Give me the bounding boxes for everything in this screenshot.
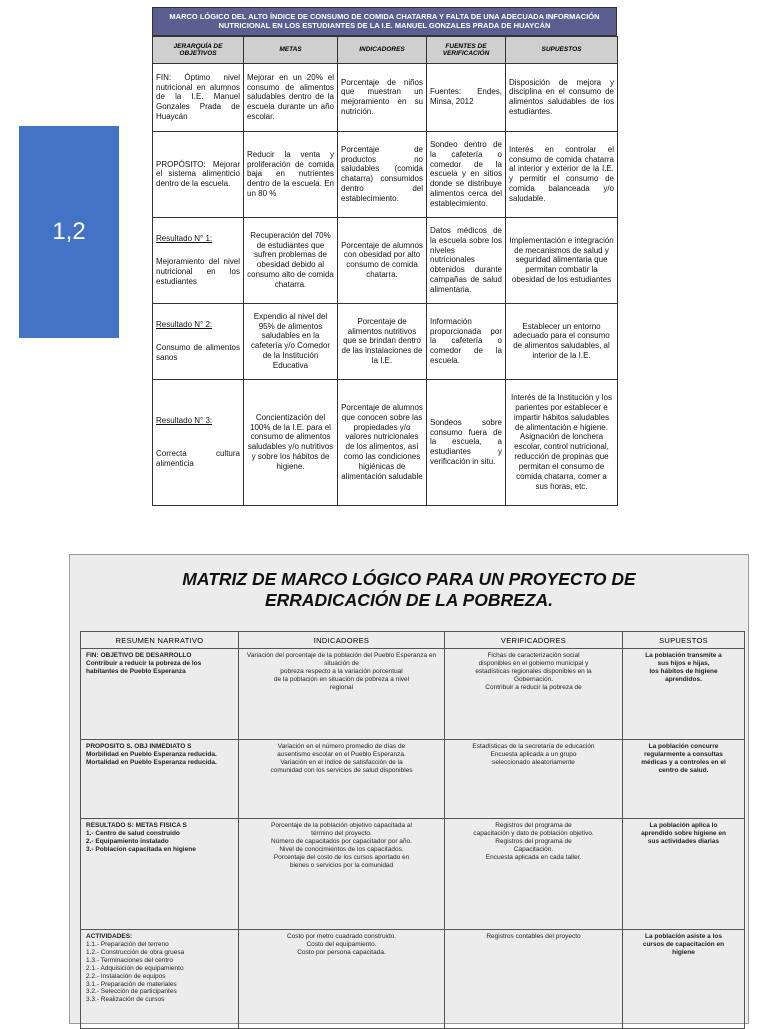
table1-header-jerarquia: JERARQUÍA DE OBJETIVOS xyxy=(153,36,244,63)
cell-text-line: Registros contables del proyecto xyxy=(486,933,581,940)
table1-header-row xyxy=(153,36,618,63)
cell-text-line: Nivel de conocimientos de los capacitados. xyxy=(279,845,404,853)
table2-header-resumen: RESUMEN NARRATIVO xyxy=(81,632,239,649)
cell-text-line: término del proyecto. xyxy=(311,829,372,837)
cell-text-line: PROPOSITO S. OBJ INMEDIATO S xyxy=(86,743,192,750)
table2-cell-indicadores xyxy=(239,930,445,1029)
table2-cell-verificadores xyxy=(445,819,623,930)
cell-text-line: 3.1.- Preparación de materiales xyxy=(86,980,177,988)
table2-header-row xyxy=(81,632,745,649)
cell-text-line: Variación en el número promedio de días de xyxy=(277,743,406,750)
cell-text-line: FIN: OBJETIVO DE DESARROLLO xyxy=(86,652,192,659)
cell-text-line: cursos de capacitación en xyxy=(642,940,725,948)
table1-result-text: Correcta cultura alimenticia xyxy=(156,449,240,469)
cell-text-line: Gobernación. xyxy=(513,675,554,683)
table1-cell-metas: Reducir la venta y proliferación de comida baja en nutrientes dentro de la escuela. En un 80 % xyxy=(244,131,338,217)
cell-text-line: 2.2.- Instalación de equipos xyxy=(86,972,166,980)
table1-cell-jerarquia xyxy=(153,303,244,379)
cell-text-line: 1.- Centro de salud construido xyxy=(86,829,180,837)
table2-cell-resumen xyxy=(81,649,239,740)
cell-text-line: Encuesta aplicada en cada taller. xyxy=(485,853,582,861)
table2-header-verificadores: VERIFICADORES xyxy=(445,632,623,649)
table-row xyxy=(81,819,745,930)
table1-result-heading: Resultado N° 1: xyxy=(156,233,213,243)
table-row xyxy=(81,649,745,740)
table1-cell-indicadores: Porcentaje de niños que muestran un mejoramiento en su nutrición. xyxy=(338,63,427,131)
table2-cell-supuestos xyxy=(623,930,745,1029)
table1-cell-fuentes: Fuentes: Endes, Minsa, 2012 xyxy=(427,63,506,131)
cell-text-line: Registros del programa de xyxy=(495,822,572,829)
cell-text-line: Estadísticas de la secretaría de educación xyxy=(472,743,595,750)
cell-text-line: los hábitos de higiene xyxy=(649,667,718,675)
table1-cell-fuentes: Datos médicos de la escuela sobre los niveles nutricionales obtenidos durante campañas de salud alimentaria. xyxy=(427,217,506,303)
table1-cell-supuestos: Establecer un entorno adecuado para el consumo de alimentos saludables, al interior de la I.E. xyxy=(506,303,618,379)
table2-header-indicadores: INDICADORES xyxy=(239,632,445,649)
logical-framework-table-2 xyxy=(69,554,749,1024)
cell-text-line: Contribuir a reducir la pobreza de los habitantes de Pueblo Esperanza xyxy=(86,659,202,675)
cell-text-line: La población transmite a xyxy=(645,652,722,659)
table1-result-text: Mejoramiento del nivel nutricional en los estudiantes xyxy=(156,257,240,287)
cell-text-line: aprendidos. xyxy=(665,675,702,683)
table1-cell-jerarquia xyxy=(153,379,244,505)
table2-cell-verificadores xyxy=(445,649,623,740)
table1-cell-metas: Concientización del 100% de la I.E. para el consumo de alimentos saludables y/o nutritivos y sobre los hábitos de higiene. xyxy=(244,379,338,505)
table1-cell-supuestos: Implementación e integración de mecanismos de salud y seguridad alimentaria que permitan combatir la obesidad de los estudiantes xyxy=(506,217,618,303)
table1-cell-jerarquia: FIN: Óptimo nivel nutricional en alumnos de la I.E. Manuel Gonzales Prada de Huaycán xyxy=(153,63,244,131)
slide-number-badge: 1,2 xyxy=(19,126,119,338)
cell-text-line: ACTIVIDADES: xyxy=(86,933,133,940)
cell-text-line: bienes o servicios por la comunidad xyxy=(289,861,394,869)
table2-cell-indicadores xyxy=(239,819,445,930)
cell-text-line: 2.1.- Adquisición de equipamiento xyxy=(86,964,184,972)
cell-text-line: Costo del equipamiento. xyxy=(306,940,377,948)
cell-text-line: pobreza respecto a la variación porcentual xyxy=(280,667,403,675)
cell-text-line: Registros del programa de xyxy=(495,837,572,845)
cell-text-line: higiene xyxy=(672,948,695,956)
table-row xyxy=(81,930,745,1029)
table2-cell-verificadores xyxy=(445,930,623,1029)
cell-text-line: centro de salud. xyxy=(658,766,709,774)
table1-cell-supuestos: Interés en controlar el consumo de comida chatarra al interior y exterior de la I.E. y permitir el consumo de comida balanceada y/o saludable. xyxy=(506,131,618,217)
table1-header-fuentes: FUENTES DE VERIFICACIÓN xyxy=(427,36,506,63)
cell-text-line: Fichas de caracterización social xyxy=(487,652,580,659)
cell-text-line: La población concurre xyxy=(648,743,719,750)
table2-title-line-2: ERRADICACIÓN DE LA POBREZA. xyxy=(264,590,554,611)
cell-text-line: regularmente a consultas xyxy=(644,750,723,758)
table1-result-text: Consumo de alimentos sanos xyxy=(156,343,240,363)
table2-cell-supuestos xyxy=(623,819,745,930)
table-row xyxy=(153,379,618,505)
cell-text-line: 3.2.- Selección de participantes xyxy=(86,988,177,996)
cell-text-line: capacitación y dato de población objetivo. xyxy=(473,829,594,837)
cell-text-line: disponibles en el gobierno municipal y xyxy=(478,659,589,667)
table-row xyxy=(153,131,618,217)
cell-text-line: aprendido sobre higiene en xyxy=(641,829,726,837)
table1-cell-jerarquia xyxy=(153,217,244,303)
table1-result-heading: Resultado N° 2: xyxy=(156,319,213,329)
cell-text-line: Porcentaje del costo de los cursos aportado en xyxy=(273,853,410,861)
cell-text-line: sus hijos e hijas, xyxy=(657,659,710,667)
table1-cell-indicadores: Porcentaje de alimentos nutritivos que se brindan dentro de las instalaciones de la I.E. xyxy=(338,303,427,379)
logical-framework-table-1 xyxy=(152,7,617,506)
table1-header-supuestos: SUPUESTOS xyxy=(506,36,618,63)
table1-cell-metas: Mejorar en un 20% el consumo de alimentos saludables dentro de la escuela durante un año escolar. xyxy=(244,63,338,131)
table-row xyxy=(153,217,618,303)
table2-cell-resumen xyxy=(81,930,239,1029)
table-row xyxy=(153,303,618,379)
table1-cell-indicadores: Porcentaje de alumnos con obesidad por alto consumo de comida chatarra. xyxy=(338,217,427,303)
table2-cell-indicadores xyxy=(239,649,445,740)
table1-cell-metas: Expendio al nivel del 95% de alimentos saludables en la cafetería y/o Comedor de la Institución Educativa xyxy=(244,303,338,379)
cell-text-line: de la población en situación de pobreza a nivel xyxy=(273,675,410,683)
cell-text-line: Variación en el índice de satisfacción de la xyxy=(280,758,403,766)
table1-cell-supuestos: Interés de la Institución y los parientes por establecer e impartir hábitos saludables de alimentación e higiene. Asignación de lonchera escolar, control nutricional, reducción de propinas que permitan el consumo de comida chatarra, comer a sus horas, etc. xyxy=(506,379,618,505)
cell-text-line: Mortalidad en Pueblo Esperanza reducida. xyxy=(86,758,217,766)
table2-title-line-1: MATRIZ DE MARCO LÓGICO PARA UN PROYECTO DE xyxy=(182,569,636,589)
table1-cell-jerarquia: PROPÓSITO: Mejorar el sistema alimenticio dentro de la escuela. xyxy=(153,131,244,217)
table1-header-indicadores: INDICADORES xyxy=(338,36,427,63)
cell-text-line: sus actividades diarias xyxy=(647,837,720,845)
table1-cell-fuentes: Sondeos sobre consumo fuera de la escuela, a estudiantes y verificación in situ. xyxy=(427,379,506,505)
cell-text-line: regional xyxy=(329,683,354,691)
table1-cell-metas: Recuperación del 70% de estudiantes que sufren problemas de obesidad debido al consumo alto de comida chatarra. xyxy=(244,217,338,303)
cell-text-line: Porcentaje de la población objetivo capacitada al xyxy=(271,822,412,829)
table2-cell-resumen xyxy=(81,819,239,930)
cell-text-line: Contribuir a reducir la pobreza de xyxy=(485,683,582,691)
cell-text-line: La población asiste a los xyxy=(645,933,722,940)
table2-title xyxy=(70,569,748,612)
cell-text-line: 1.3.- Terminaciones del centro xyxy=(86,956,173,964)
cell-text-line: Costo por metro cuadrado construido. xyxy=(286,933,397,940)
cell-text-line: 2.- Equipamiento instalado xyxy=(86,837,169,845)
table1-result-heading: Resultado N° 3: xyxy=(156,415,213,425)
cell-text-line: médicas y a controles en el xyxy=(641,758,726,766)
table2-header-supuestos: SUPUESTOS xyxy=(623,632,745,649)
cell-text-line: comunidad con los servicios de salud disponibles xyxy=(270,766,413,774)
table1-cell-indicadores: Porcentaje de alumnos que conocen sobre las propiedades y/o valores nutricionales de los alimentos, así como las condiciones higiénicas de alimentación saludable xyxy=(338,379,427,505)
table2-cell-supuestos xyxy=(623,740,745,819)
cell-text-line: Costo por persona capacitada. xyxy=(297,948,386,956)
table1-cell-indicadores: Porcentaje de productos no saludables (comida chatarra) consumidos dentro del establecimiento. xyxy=(338,131,427,217)
table1-grid xyxy=(152,36,618,506)
table2-cell-resumen xyxy=(81,740,239,819)
table2-grid xyxy=(80,631,745,1029)
cell-text-line: 1.2.- Construcción de obra gruesa xyxy=(86,948,185,956)
cell-text-line: Capacitación. xyxy=(513,845,554,853)
cell-text-line: RESULTADO S: METAS FISICA S xyxy=(86,822,187,829)
table2-cell-supuestos xyxy=(623,649,745,740)
cell-text-line: La población aplica lo xyxy=(649,822,718,829)
cell-text-line: Número de capacitados por capacitador por año. xyxy=(271,837,412,845)
table1-header-metas: METAS xyxy=(244,36,338,63)
cell-text-line: Variación del porcentaje de la población del Pueblo Esperanza en situación de xyxy=(246,652,437,667)
table1-title: MARCO LÓGICO DEL ALTO ÍNDICE DE CONSUMO DE COMIDA CHATARRA Y FALTA DE UNA ADECUADA INFORMACIÓN NUTRICIONAL EN LOS ESTUDIANTES DE LA I.E. MANUEL GONZALES PRADA DE HUAYCÁN xyxy=(152,7,617,36)
cell-text-line: ausentismo escolar en el Pueblo Esperanza. xyxy=(277,750,406,758)
cell-text-line: 3.3.- Realización de cursos xyxy=(86,996,165,1004)
table2-cell-verificadores xyxy=(445,740,623,819)
cell-text-line: Morbilidad en Pueblo Esperanza reducida. xyxy=(86,750,217,758)
table-row xyxy=(81,740,745,819)
cell-text-line: estadísticas regionales disponibles en la xyxy=(475,667,592,675)
table-row xyxy=(153,63,618,131)
table1-cell-fuentes: Sondeo dentro de la cafetería o comedor de la escuela y en sitios donde se distribuye alimentos cerca del establecimiento. xyxy=(427,131,506,217)
cell-text-line: seleccionado aleatoriamente xyxy=(492,758,575,766)
cell-text-line: 1.1.- Preparación del terreno xyxy=(86,940,169,948)
cell-text-line: Encuesta aplicada a un grupo xyxy=(490,750,577,758)
cell-text-line: 3.- Poblacion capacitada en higiene xyxy=(86,845,196,853)
table1-cell-supuestos: Disposición de mejora y disciplina en el consumo de alimentos saludables de los estudiantes. xyxy=(506,63,618,131)
table1-cell-fuentes: Información proporcionada por la cafetería o comedor de la escuela. xyxy=(427,303,506,379)
table2-cell-indicadores xyxy=(239,740,445,819)
